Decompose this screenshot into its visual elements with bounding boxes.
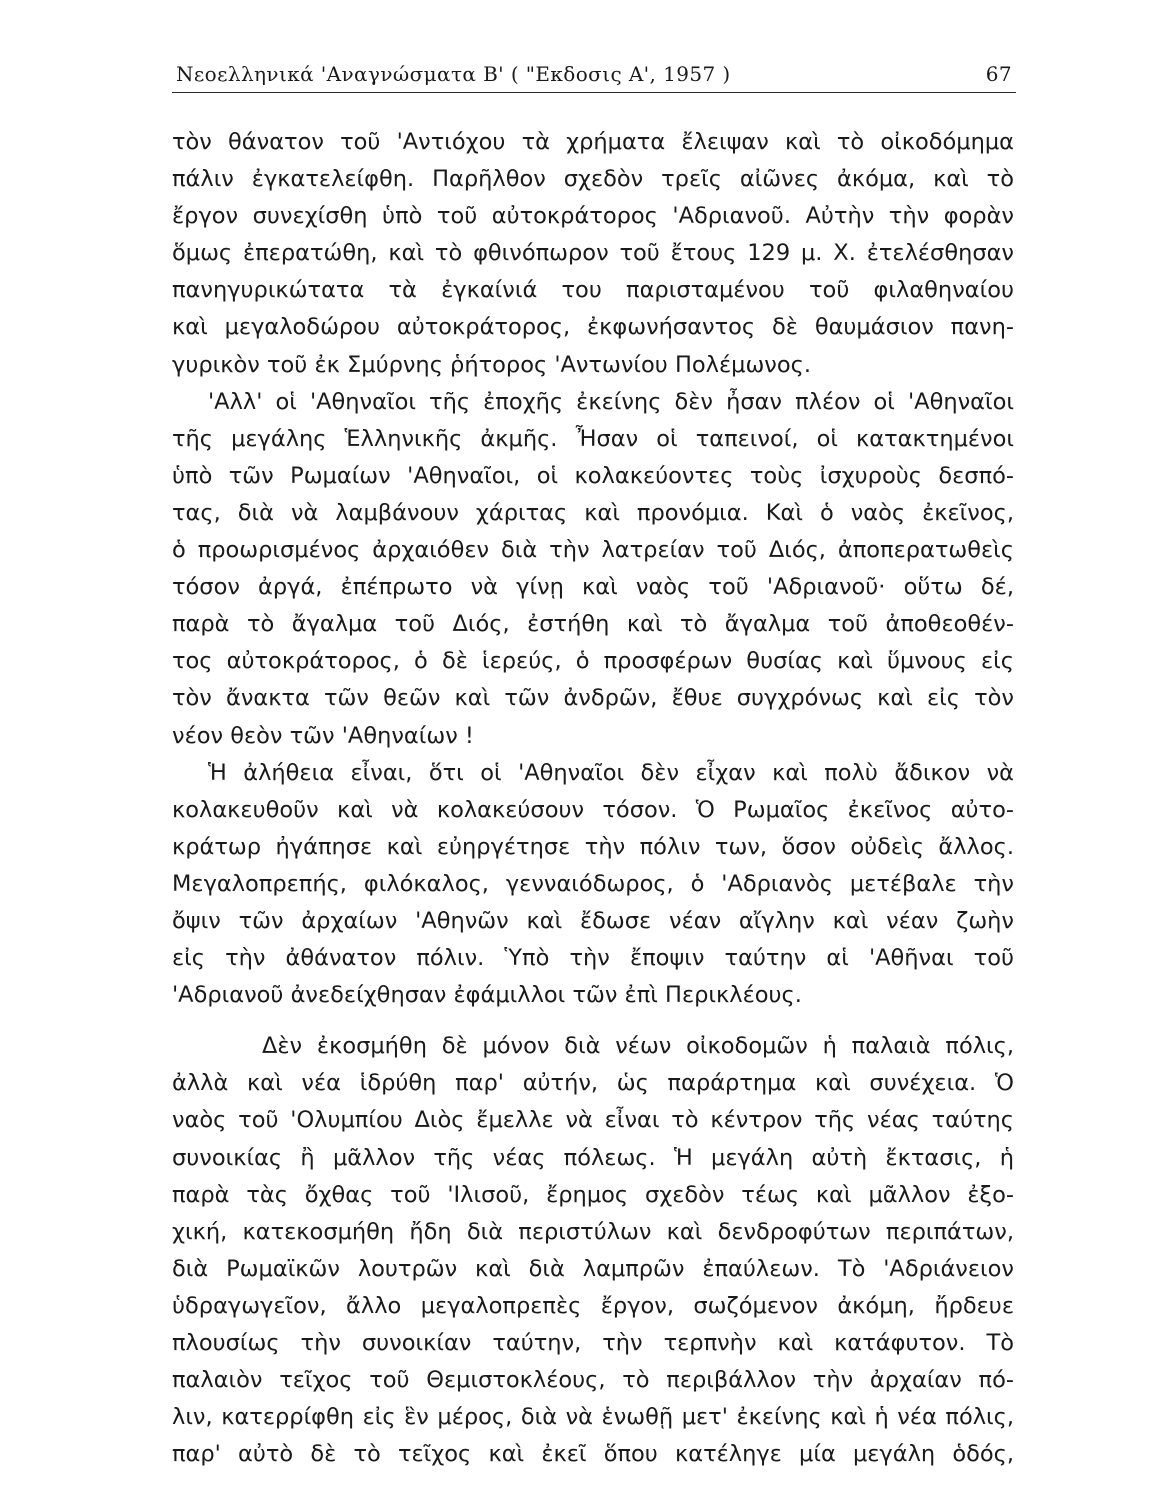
paragraph <box>172 1028 1014 1473</box>
text-line: Μεγαλοπρεπής, φιλόκαλος, γενναιόδωρος, ὁ 'Αδριανὸς μετέβαλε τὴν <box>172 870 1014 897</box>
text-line: ὅμως ἐπερατώθη, καὶ τὸ φθινόπωρον τοῦ ἔτους 129 μ. Χ. ἐτελέσθησαν <box>172 240 1014 267</box>
paragraph <box>172 384 1014 755</box>
text-line: πανηγυρικώτατα τὰ ἐγκαίνιά του παρισταμένου τοῦ φιλαθηναίου <box>172 277 1014 304</box>
text-line: παρὰ τὰς ὄχθας τοῦ 'Ιλισοῦ, ἔρημος σχεδὸν τέως καὶ μᾶλλον ἐξο- <box>172 1181 1014 1208</box>
paragraph <box>172 124 1014 384</box>
text-line: καὶ μεγαλοδώρου αὐτοκράτορος, ἐκφωνήσαντος δὲ θαυμάσιον πανη- <box>172 314 1014 341</box>
text-line: πλουσίως τὴν συνοικίαν ταύτην, τὴν τερπνὴν καὶ κατάφυτον. Τὸ <box>172 1330 1014 1356</box>
text-line: παρ' αὐτὸ δὲ τὸ τεῖχος καὶ ἐκεῖ ὅπου κατέληγε μία μεγάλη ὁδός, <box>172 1441 1014 1468</box>
text-line: τὸν θάνατον τοῦ 'Αντιόχου τὰ χρήματα ἔλειψαν καὶ τὸ οἰκοδόμημα <box>172 129 1014 155</box>
text-line: εἰς τὴν ἀθάνατον πόλιν. Ὑπὸ τὴν ἔποψιν ταύτην αἱ 'Αθῆναι τοῦ <box>172 945 1014 972</box>
text-line: λιν, κατερρίφθη εἰς ἓν μέρος, διὰ νὰ ἑνωθῇ μετ' ἐκείνης καὶ ἡ νέα πόλις, <box>172 1404 1014 1431</box>
text-line: Δὲν ἐκοσμήθη δὲ μόνον διὰ νέων οἰκοδομῶν ἡ παλαιὰ πόλις, <box>262 1033 1014 1060</box>
text-line: τὸν ἄνακτα τῶν θεῶν καὶ τῶν ἀνδρῶν, ἔθυε συγχρόνως καὶ εἰς τὸν <box>172 685 1014 712</box>
text-line: 'Αδριανοῦ ἀνεδείχθησαν ἐφάμιλλοι τῶν ἐπὶ Περικλέους. <box>172 982 802 1009</box>
text-line: ὑδραγωγεῖον, ἄλλο μεγαλοπρεπὲς ἔργον, σωζόμενον ἀκόμη, ἤρδευε <box>172 1292 1014 1319</box>
text-line: τας, διὰ νὰ λαμβάνουν χάριτας καὶ προνόμια. Καὶ ὁ ναὸς ἐκεῖνος, <box>172 499 1014 526</box>
text-line: ἀλλὰ καὶ νέα ἱδρύθη παρ' αὐτήν, ὡς παράρτημα καὶ συνέχεια. Ὁ <box>172 1070 1014 1097</box>
text-line: 'Αλλ' οἱ 'Αθηναῖοι τῆς ἐποχῆς ἐκείνης δὲν ἦσαν πλέον οἱ 'Αθηναῖοι <box>208 388 1014 415</box>
text-line: κολακευθοῦν καὶ νὰ κολακεύσουν τόσον. Ὁ Ρωμαῖος ἐκεῖνος αὐτο- <box>172 796 1014 823</box>
text-line: ναὸς τοῦ 'Ολυμπίου Διὸς ἔμελλε νὰ εἶναι τὸ κέντρον τῆς νέας ταύτης <box>172 1107 1014 1134</box>
text-line: τος αὐτοκράτορος, ὁ δὲ ἱερεύς, ὁ προσφέρων θυσίας καὶ ὕμνους εἰς <box>172 648 1014 675</box>
text-line: ὑπὸ τῶν Ρωμαίων 'Αθηναῖοι, οἱ κολακεύοντες τοὺς ἰσχυροὺς δεσπό- <box>172 462 1014 489</box>
text-line: ὁ προωρισμένος ἀρχαιόθεν διὰ τὴν λατρείαν τοῦ Διός, ἀποπερατωθεὶς <box>172 537 1014 564</box>
text-line: κράτωρ ἠγάπησε καὶ εὐηργέτησε τὴν πόλιν των, ὅσον οὐδεὶς ἄλλος. <box>172 833 1014 860</box>
page-body <box>172 124 1014 1473</box>
text-line: τῆς μεγάλης Ἑλληνικῆς ἀκμῆς. Ἦσαν οἱ ταπεινοί, οἱ κατακτημένοι <box>172 425 1014 452</box>
header-title: Νεοελληνικά 'Αναγνώσματα Β' ( "Εκδοσις Α', 1957 ) <box>176 62 731 86</box>
paragraph <box>172 755 1014 1015</box>
text-line: ὄψιν τῶν ἀρχαίων 'Αθηνῶν καὶ ἔδωσε νέαν αἴγλην καὶ νέαν ζωὴν <box>172 907 1014 934</box>
text-line: συνοικίας ἢ μᾶλλον τῆς νέας πόλεως. Ἡ μεγάλη αὐτὴ ἔκτασις, ἡ <box>172 1144 1014 1171</box>
text-line: διὰ Ρωμαϊκῶν λουτρῶν καὶ διὰ λαμπρῶν ἐπαύλεων. Τὸ 'Αδριάνειον <box>172 1255 1014 1282</box>
running-header <box>172 58 1016 93</box>
paragraph-gap <box>172 1014 1014 1028</box>
text-line: χική, κατεκοσμήθη ἤδη διὰ περιστύλων καὶ δενδροφύτων περιπάτων, <box>172 1218 1014 1245</box>
text-line: ἔργον συνεχίσθη ὑπὸ τοῦ αὐτοκράτορος 'Αδριανοῦ. Αὐτὴν τὴν φορὰν <box>172 203 1014 230</box>
text-line: νέον θεὸν τῶν 'Αθηναίων ! <box>172 722 474 749</box>
text-line: παρὰ τὸ ἄγαλμα τοῦ Διός, ἐστήθη καὶ τὸ ἄγαλμα τοῦ ἀποθεοθέν- <box>172 611 1014 638</box>
text-line: πάλιν ἐγκατελείφθη. Παρῆλθον σχεδὸν τρεῖς αἰῶνες ἀκόμα, καὶ τὸ <box>172 166 1014 193</box>
page-number: 67 <box>985 62 1012 86</box>
text-line: παλαιὸν τεῖχος τοῦ Θεμιστοκλέους, τὸ περιβάλλον τὴν ἀρχαίαν πό- <box>172 1367 1014 1394</box>
text-line: Ἡ ἀλήθεια εἶναι, ὅτι οἱ 'Αθηναῖοι δὲν εἶχαν καὶ πολὺ ἄδικον νὰ <box>208 759 1014 786</box>
text-line: γυρικὸν τοῦ ἐκ Σμύρνης ῥήτορος 'Αντωνίου Πολέμωνος. <box>172 351 811 378</box>
text-line: τόσον ἀργά, ἐπέπρωτο νὰ γίνῃ καὶ ναὸς τοῦ 'Αδριανοῦ· οὕτω δέ, <box>172 574 1014 601</box>
